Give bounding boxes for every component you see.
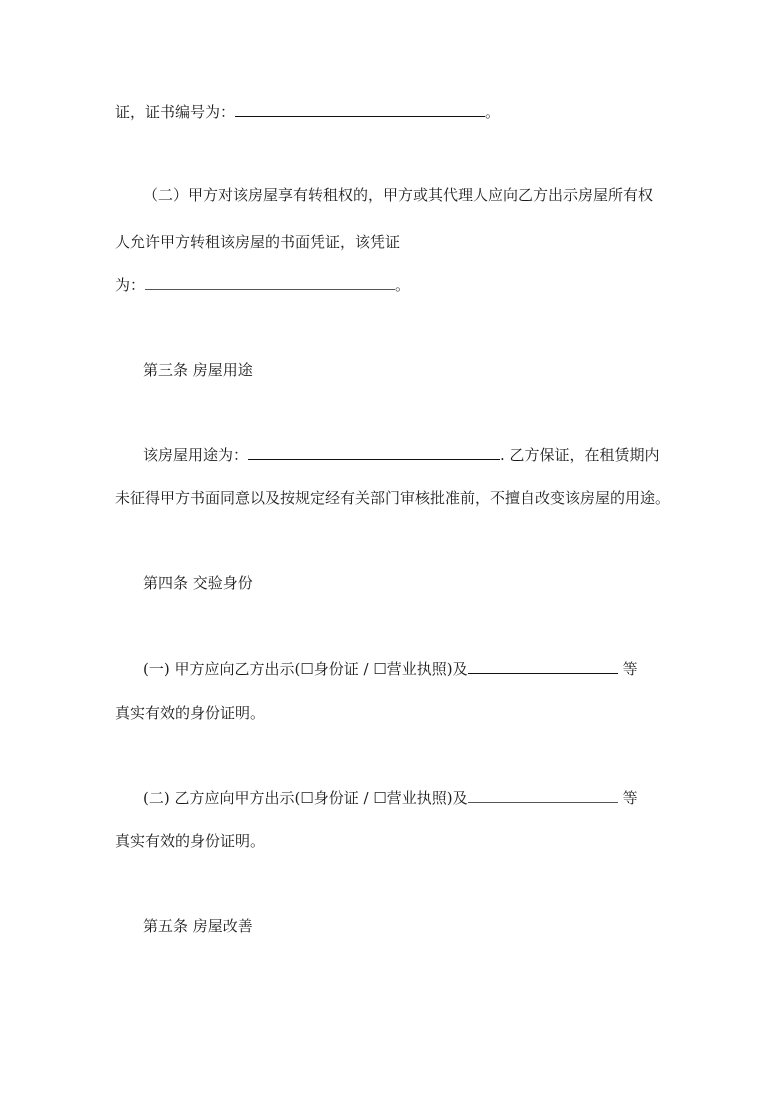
usage-blank[interactable] bbox=[248, 445, 500, 460]
certificate-number-end: 。 bbox=[485, 103, 501, 121]
item-2-end: 等 bbox=[622, 789, 638, 807]
usage-continuation: . 乙方保证，在租赁期内 bbox=[500, 446, 660, 464]
item-1-blank[interactable] bbox=[468, 659, 618, 674]
article-3-usage-line-1 bbox=[143, 445, 660, 465]
article-4-item-2-line-2: 真实有效的身份证明。 bbox=[115, 832, 266, 850]
item-1-lead: (一) 甲方应向乙方出示(☐身份证 / ☐营业执照)及 bbox=[143, 660, 468, 678]
article-4-item-1-line-1 bbox=[143, 659, 638, 679]
sublease-paragraph-line-3 bbox=[115, 275, 410, 295]
article-4-item-2-line-1 bbox=[143, 788, 638, 808]
certificate-number-label: 证，证书编号为： bbox=[115, 103, 236, 121]
article-3-heading: 第三条 房屋用途 bbox=[143, 361, 253, 379]
item-1-end: 等 bbox=[622, 660, 638, 678]
sublease-paragraph-line-1: （二）甲方对该房屋享有转租权的，甲方或其代理人应向乙方出示房屋所有权 bbox=[143, 186, 654, 204]
voucher-blank[interactable] bbox=[145, 275, 395, 290]
article-4-heading: 第四条 交验身份 bbox=[143, 574, 253, 592]
usage-label: 该房屋用途为： bbox=[143, 446, 249, 464]
voucher-label: 为： bbox=[115, 276, 146, 294]
article-3-usage-line-2: 未征得甲方书面同意以及按规定经有关部门审核批准前，不擅自改变该房屋的用途。 bbox=[115, 489, 671, 507]
certificate-number-blank[interactable] bbox=[235, 102, 485, 117]
article-4-item-1-line-2: 真实有效的身份证明。 bbox=[115, 704, 266, 722]
voucher-end: 。 bbox=[395, 276, 411, 294]
article-5-heading: 第五条 房屋改善 bbox=[143, 917, 253, 935]
sublease-paragraph-line-2: 人允许甲方转租该房屋的书面凭证，该凭证 bbox=[115, 233, 401, 251]
item-2-lead: (二) 乙方应向甲方出示(☐身份证 / ☐营业执照)及 bbox=[143, 789, 468, 807]
paragraph-certificate-number bbox=[115, 102, 500, 122]
item-2-blank[interactable] bbox=[468, 788, 618, 803]
